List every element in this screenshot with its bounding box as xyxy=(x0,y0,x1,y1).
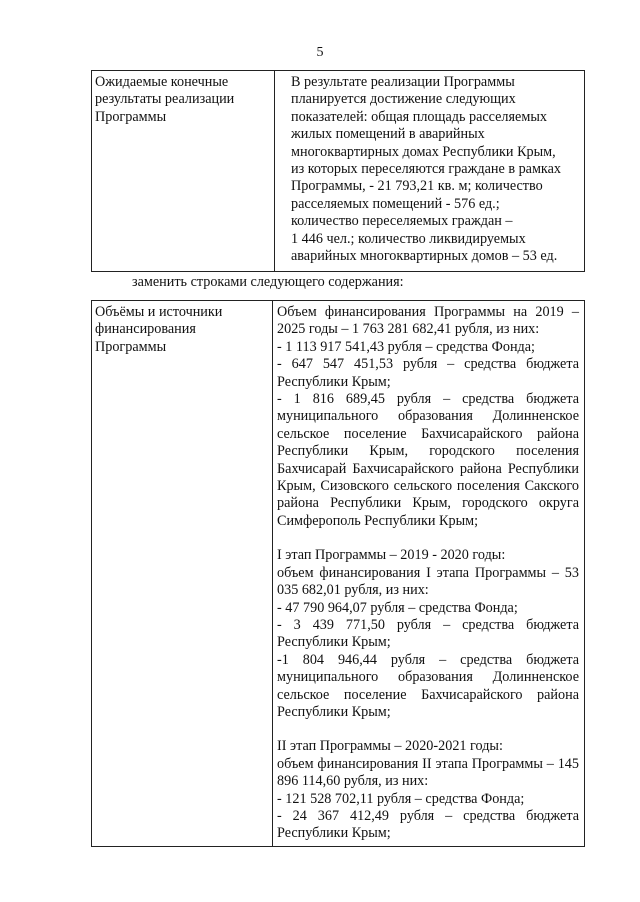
financing-paragraph: II этап Программы – 2020-2021 годы: xyxy=(277,738,503,755)
financing-paragraph: Объем финансирования Программы на 2019 – 2025 годы – 1 763 281 682,41 рубля, из них: xyxy=(277,304,579,338)
value-line: расселяемых помещений - 576 ед.; xyxy=(291,195,500,212)
expected-results-label xyxy=(92,71,275,272)
financing-paragraph: - 647 547 451,53 рубля – средства бюджета Республики Крым; xyxy=(277,356,579,390)
financing-table xyxy=(91,300,585,847)
label-line: Программы xyxy=(95,338,167,355)
financing-paragraph: I этап Программы – 2019 - 2020 годы: xyxy=(277,547,506,564)
value-line: из которых переселяются граждане в рамках xyxy=(291,161,562,178)
financing-paragraph: - 1 113 917 541,43 рубля – средства Фонда; xyxy=(277,338,535,355)
label-line: Ожидаемые конечные xyxy=(95,74,229,90)
paragraph-gap xyxy=(277,530,579,547)
value-line: планируется достижение следующих xyxy=(291,91,516,108)
value-line: В результате реализации Программы xyxy=(291,74,515,90)
label-line: Объёмы и источники xyxy=(95,304,223,320)
label-line: финансирования xyxy=(95,321,196,338)
table-row xyxy=(92,71,585,272)
financing-label xyxy=(92,301,273,847)
paragraph-gap xyxy=(277,721,579,738)
financing-paragraph: - 1 816 689,45 рубля – средства бюджета муниципального образования Долинненское сельское поселение Бахчисарайского района Республики Крым, городского поселения Бахчисарай Бахчисарайского района Республики Крым, Сизовского сельского поселения Сакского района Республики Крым, городского округа Симферополь Республики Крым; xyxy=(277,391,579,529)
label-line: Программы xyxy=(95,108,167,125)
label-line: результаты реализации xyxy=(95,91,235,108)
financing-paragraph: - 24 367 412,49 рубля – средства бюджета Республики Крым; xyxy=(277,807,579,842)
value-line: показателей: общая площадь расселяемых xyxy=(291,108,547,125)
value-line: Программы, - 21 793,21 кв. м; количество xyxy=(291,178,543,195)
financing-paragraph: -1 804 946,44 рубля – средства бюджета муниципального образования Долинненское сельское поселение Бахчисарайского района Республики Крым; xyxy=(277,651,579,720)
value-line: жилых помещений в аварийных xyxy=(291,126,485,143)
expected-results-value xyxy=(275,71,585,272)
financing-value xyxy=(273,301,585,847)
table-row xyxy=(92,301,585,847)
financing-paragraph: - 3 439 771,50 рубля – средства бюджета Республики Крым; xyxy=(277,616,579,651)
value-line: многоквартирных домах Республики Крым, xyxy=(291,143,556,160)
financing-paragraph: - 47 790 964,07 рубля – средства Фонда; xyxy=(277,599,518,616)
value-line: аварийных многоквартирных домов – 53 ед. xyxy=(291,248,558,265)
replacement-intro-text: заменить строками следующего содержания: xyxy=(132,274,404,290)
value-line: 1 446 чел.; количество ликвидируемых xyxy=(291,230,526,247)
financing-paragraph: - 121 528 702,11 рубля – средства Фонда; xyxy=(277,790,525,807)
financing-paragraph: объем финансирования II этапа Программы – 145 896 114,60 рубля, из них: xyxy=(277,755,579,790)
financing-paragraph: объем финансирования I этапа Программы – 53 035 682,01 рубля, из них: xyxy=(277,564,579,599)
value-line: количество переселяемых граждан – xyxy=(291,213,513,230)
page-number: 5 xyxy=(316,45,324,60)
expected-results-table xyxy=(91,70,585,272)
